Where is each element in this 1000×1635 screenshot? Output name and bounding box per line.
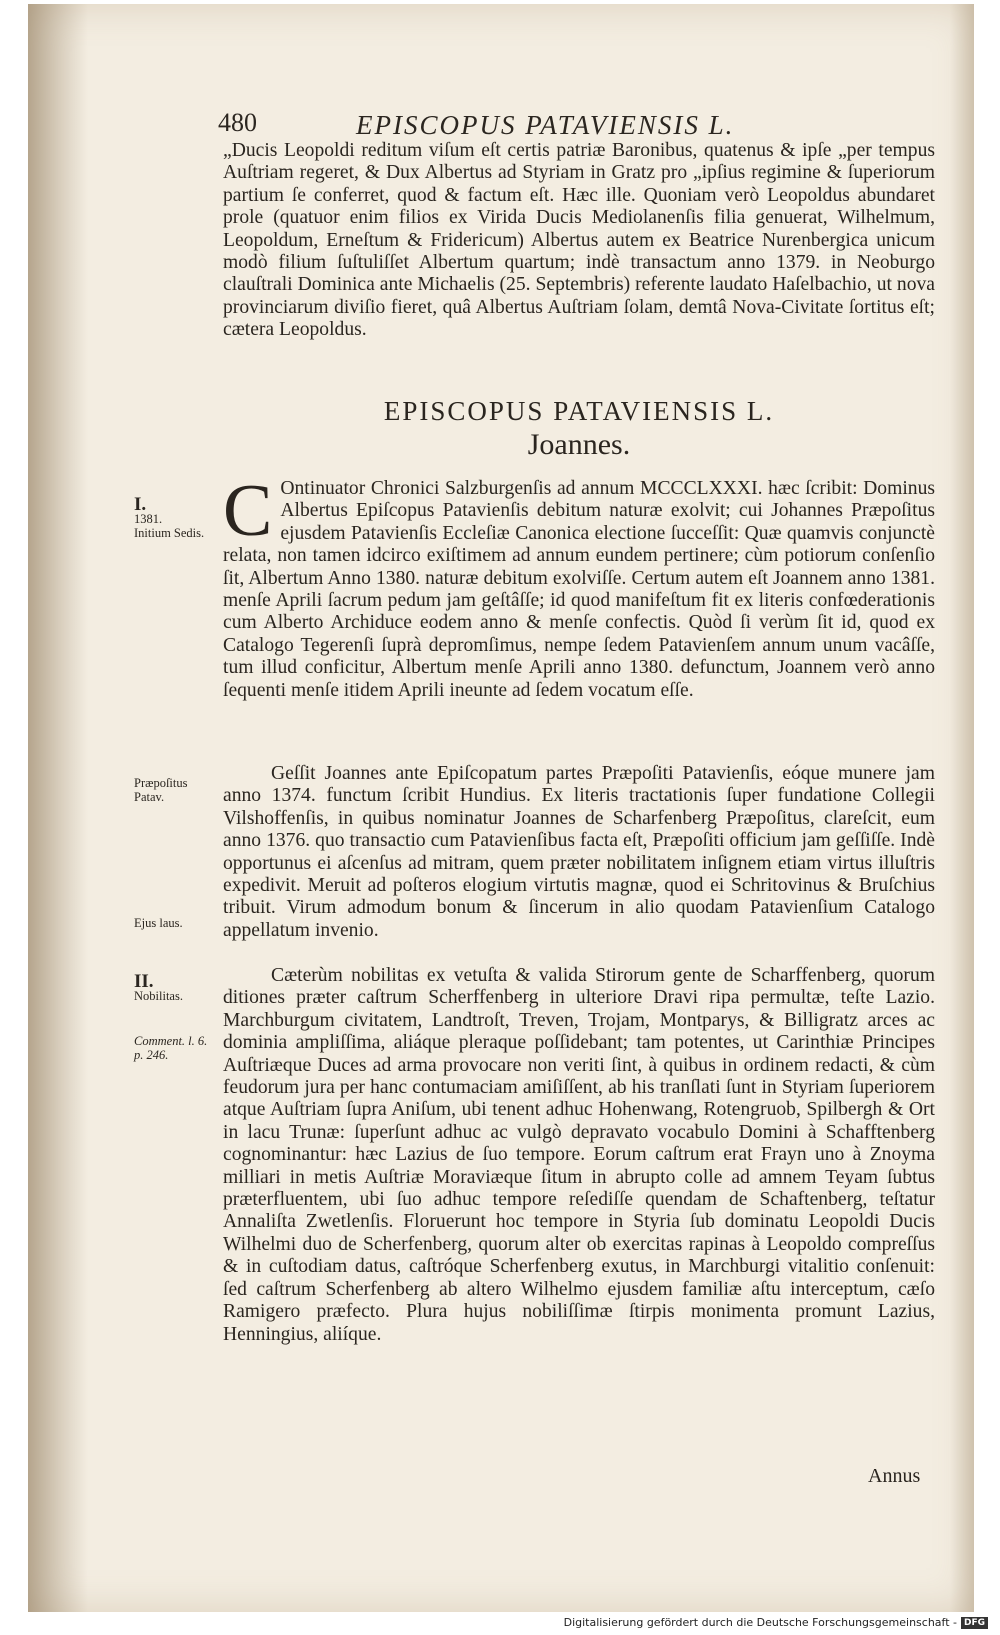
margin-text-1: Initium Sedis. bbox=[134, 526, 205, 540]
page-gutter-shadow bbox=[28, 4, 88, 1612]
paragraph-2-text: Geſſit Joannes ante Epiſcopatum partes Præpoſiti Patavienſis, eóque munere jam anno 1374. functum ſcribit Hundius. Ex literis tractationis ſuper fundatione Collegii Vilshoffenſis, in quibus nominatur Joannes de Scharfenberg Præpoſitus, clareſcit, eum anno 1376. quo transactio cum Patavienſibus facta eſt, Præpoſiti officium jam geſſiſſe. Indè opportunus ei aſcenſus ad mitram, quem præter nobilitatem inſignem etiam virtus illuſtris expedivit. Meruit ad poſteros elogium virtutis magnæ, quod ei Schritovinus & Bruſchius tribuit. Virum admodum bonum & ſincerum in alio quodam Patavienſium Catalogo appellatum invenio. bbox=[223, 763, 935, 941]
section-title: EPISCOPUS PATAVIENSIS L. bbox=[383, 396, 775, 426]
running-head: EPISCOPUS PATAVIENSIS L. bbox=[356, 110, 735, 140]
page-edge-shadow bbox=[950, 4, 974, 1612]
paragraph-1-text: Ontinuator Chronici Salzburgenſis ad annum MCCCLXXXI. hæc ſcribit: Dominus Albertus Epiſcopus Patavienſis debitum naturæ exolvit; cui Johannes Præpoſitus ejusdem Patavienſis Eccleſiæ Canonica electione ſucceſſit: Quæ quamvis conjunctè relata, non tamen idcirco exiſtimem ad annum eundem pertinere; cùm potiorum conſenſio ſit, Albertum Anno 1380. naturæ debitum exolviſſe. Certum autem eſt Joannem anno 1381. menſe Aprili ſacrum pedum jam geſtâſſe; id quod manifeſtum fit ex literis confœderationis cum Alberto Archiduce eodem anno & menſe confectis. Quòd ſi verùm ſit id, quod ex Catalogo Tegerenſi ſuprà depromſimus, nempe ſedem Patavienſem annum unum vacâſſe, tum illud conficitur, Albertum menſe Aprili anno 1380. defunctum, Joannem verò anno ſequenti menſe itidem Aprili ineunte ad ſedem vocatum eſſe. bbox=[223, 478, 935, 701]
margin-note-3: Ejus laus. bbox=[134, 916, 183, 930]
margin-note-5: Comment. l. 6. p. 246. bbox=[134, 1034, 208, 1062]
drop-cap: C bbox=[223, 470, 273, 552]
paragraph-3 bbox=[223, 965, 935, 1346]
catchword: Annus bbox=[868, 1465, 921, 1487]
section-name: Joannes. bbox=[527, 428, 631, 461]
dfg-logo-icon: DFG bbox=[961, 1617, 988, 1629]
footer-text: Digitalisierung gefördert durch die Deutsche Forschungsgemeinschaft - bbox=[563, 1616, 957, 1629]
margin-year: 1381. bbox=[134, 512, 163, 526]
margin-text-4: Nobilitas. bbox=[134, 989, 183, 1003]
paragraph-1 bbox=[223, 470, 935, 702]
paragraph-2 bbox=[223, 763, 935, 942]
margin-note-4 bbox=[134, 971, 214, 1003]
margin-note-1 bbox=[134, 494, 214, 540]
paragraph-3-text: Cæterùm nobilitas ex vetuſta & valida Stirorum gente de Scharffenberg, quorum ditiones præter caſtrum Scherffenberg in ulteriore Dravi ripa permultæ, teſte Lazio. Marchburgum civitatem, Landtroſt, Treven, Trojam, Montparys, & Billigratz arces ac dominia ampliſſima, aliáque pleraque poſſidebant; tam potentes, ut Carinthiæ Principes Auſtriæque Duces ad arma provocare non veriti ſint, à quibus in ordinem redacti, & cùm feudorum jura per hanc contumaciam amiſiſſent, ab his tranſlati ſunt in Styriam ſuperiorem atque Auſtriam ſupra Aniſum, ubi tenent adhuc Hohenwang, Rotengruob, Spilbergh & Ort in lacu Trunæ: ſuperſunt adhuc ac vulgò depravato vocabulo Domini à Schafftenberg cognominantur: hæc Lazius de ſuo tempore. Eorum caſtrum erat Frayn uno à Znoyma milliari in metis Auſtriæ Moraviæque ſitum in abrupto colle ad amnem Teyam ſubtus præterfluentem, ubi ſuo adhuc tempore reſediſſe quendam de Schaftenberg, teſtatur Annaliſta Zwetlenſis. Floruerunt hoc tempore in Styria ſub dominatu Leopoldi Ducis Wilhelmi duo de Scherfenberg, quorum alter ob exercitas rapinas à Leopoldo compreſſus & in cuſtodiam datus, caſtróque Scherfenberg exutus, in Marchburgi vitalitio conſenuit: ſed caſtrum Scherfenberg ab altero Wilhelmo ejusdem familiæ aſtu interceptum, cæſo Ramigero præfecto. Plura hujus nobiliſſimæ ſtirpis monimenta promunt Lazius, Henningius, aliíque. bbox=[223, 965, 935, 1345]
page-number: 480 bbox=[218, 108, 257, 137]
margin-roman-2: II. bbox=[134, 971, 154, 992]
digitization-footer bbox=[564, 1616, 988, 1629]
continuation-text bbox=[223, 140, 935, 342]
margin-roman-1: I. bbox=[134, 494, 147, 515]
margin-note-2: Præpoſitus Patav. bbox=[134, 776, 188, 804]
continuation-paragraph: „Ducis Leopoldi reditum viſum eſt certis patriæ Baronibus, quatenus & ipſe „per tempus Auſtriam regeret, & Dux Albertus ad Styriam in Gratz pro „ipſius regimine & ſuperiorum partium ſe conferret, quod & factum eſt. Hæc ille. Quoniam verò Leopoldus abundaret prole (quatuor enim filios ex Virida Ducis Mediolanenſis filia genuerat, Wilhelmum, Leopoldum, Erneſtum & Fridericum) Albertus autem ex Beatrice Nurenbergica unicum modò filium ſuſtuliſſet Albertum quartum; indè transactum anno 1379. in Neoburgo clauſtrali Dominica ante Michaelis (25. Septembris) referente laudato Haſelbachio, ut nova provinciarum diviſio fieret, quâ Albertus Auſtriam ſolam, demtâ Nova-Civitate ſortitus eſt; cætera Leopoldus. bbox=[223, 140, 935, 341]
page-header bbox=[218, 108, 798, 142]
